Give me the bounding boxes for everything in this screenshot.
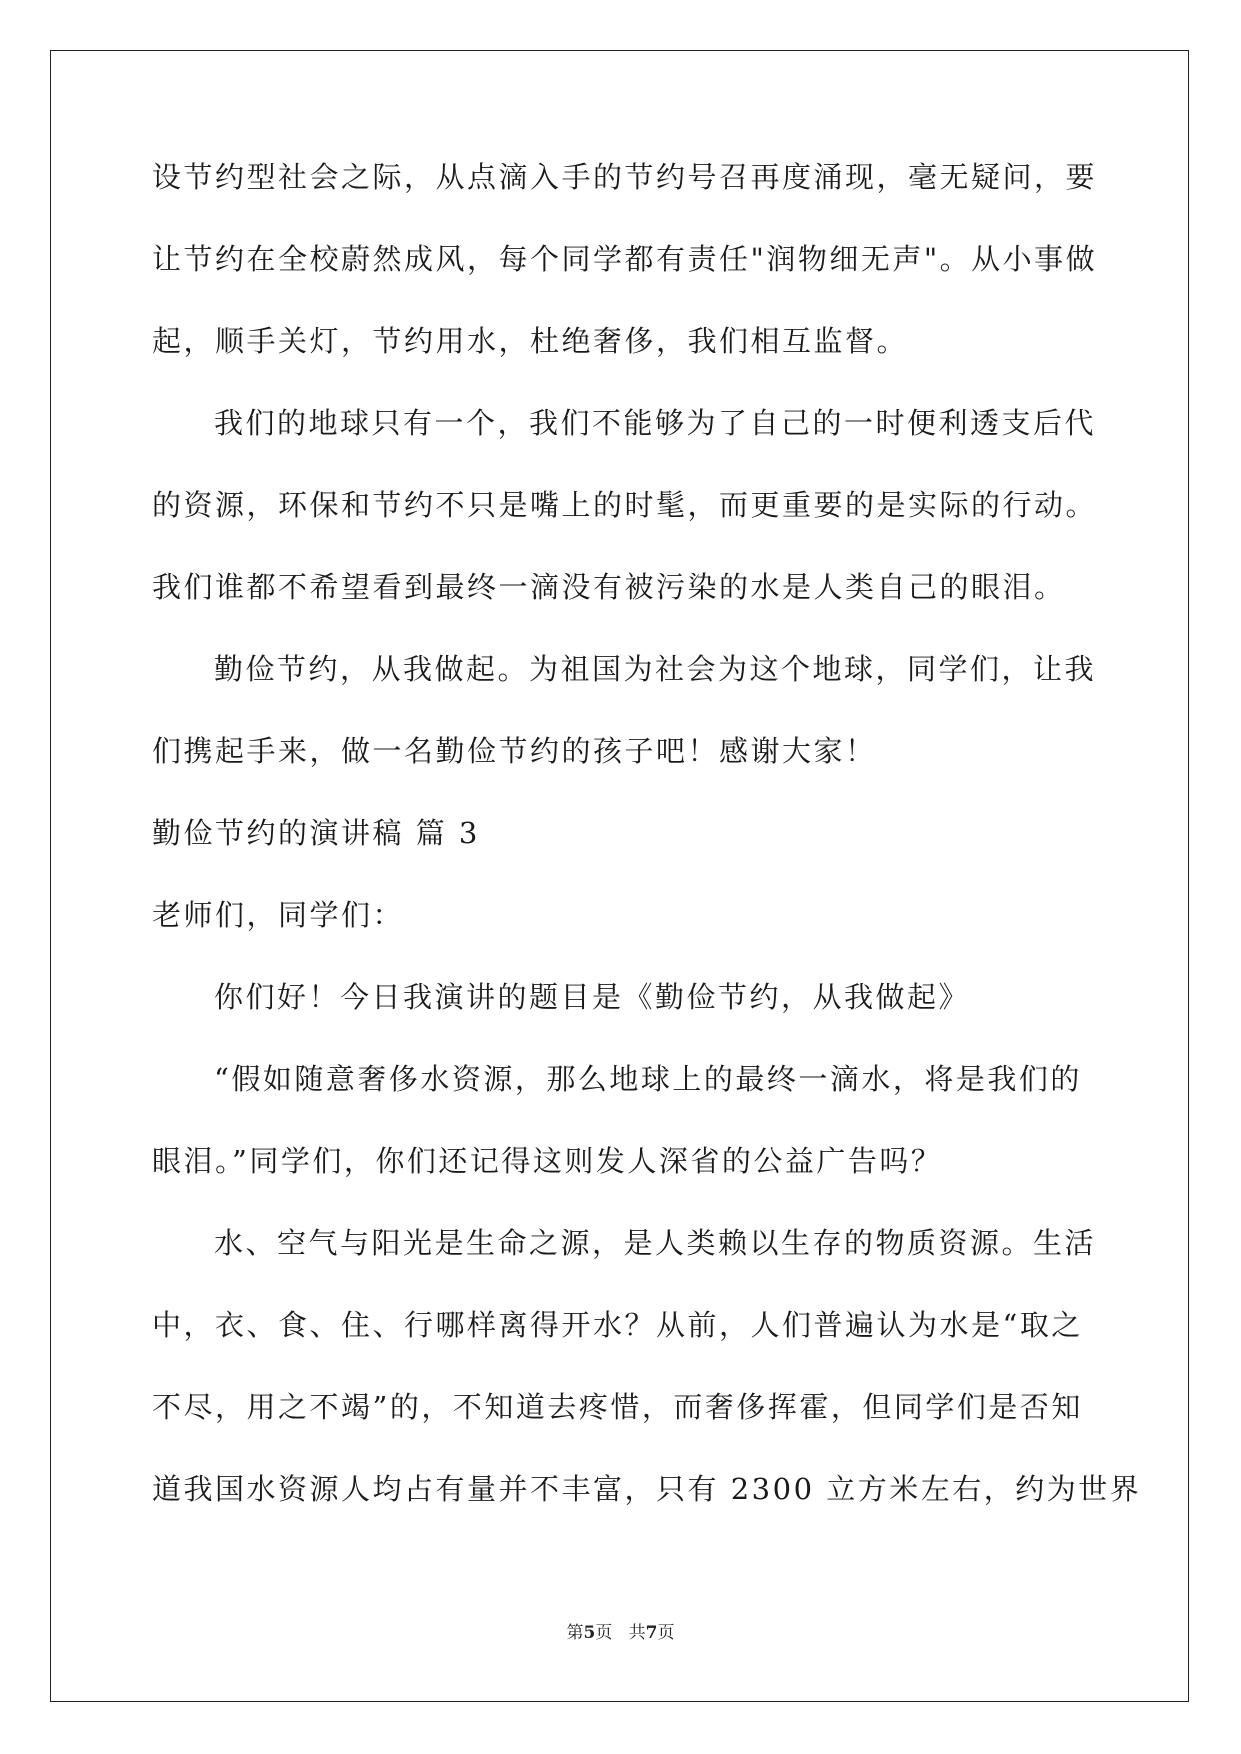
paragraph-line: 我们谁都不希望看到最终一滴没有被污染的水是人类自己的眼泪。	[152, 570, 1066, 604]
paragraph-line: 的资源，环保和节约不只是嘴上的时髦，而更重要的是实际的行动。	[152, 488, 1098, 522]
paragraph-line: 勤俭节约，从我做起。为祖国为社会为这个地球，同学们，让我	[214, 652, 1097, 686]
paragraph-line: “假如随意奢侈水资源，那么地球上的最终一滴水，将是我们的	[214, 1062, 1082, 1096]
page-number-prefix: 第	[566, 1623, 584, 1643]
page-footer	[0, 1623, 1241, 1643]
paragraph-line: 让节约在全校蔚然成风，每个同学都有责任"润物细无声"。从小事做	[152, 242, 1098, 276]
page-number-middle: 页 共	[595, 1623, 646, 1643]
paragraph-line: 道我国水资源人均占有量并不丰富，只有 2300 立方米左右，约为世界	[152, 1472, 1142, 1506]
paragraph-line: 起，顺手关灯，节约用水，杜绝奢侈，我们相互监督。	[152, 324, 909, 358]
document-body	[152, 160, 1142, 1554]
total-page-number: 7	[645, 1623, 658, 1643]
paragraph-line: 水、空气与阳光是生命之源，是人类赖以生存的物质资源。生活	[214, 1226, 1097, 1260]
paragraph-line: 你们好！今日我演讲的题目是《勤俭节约，从我做起》	[214, 980, 971, 1014]
page-number-suffix: 页	[657, 1623, 675, 1643]
current-page-number: 5	[583, 1623, 596, 1643]
salutation: 老师们，同学们：	[152, 898, 405, 932]
paragraph-line: 我们的地球只有一个，我们不能够为了自己的一时便利透支后代	[214, 406, 1097, 440]
paragraph-line: 眼泪。”同学们，你们还记得这则发人深省的公益广告吗？	[152, 1144, 943, 1178]
paragraph-line: 设节约型社会之际，从点滴入手的节约号召再度涌现，毫无疑问，要	[152, 160, 1098, 194]
section-heading: 勤俭节约的演讲稿 篇 3	[152, 816, 480, 850]
paragraph-line: 们携起手来，做一名勤俭节约的孩子吧！感谢大家！	[152, 734, 877, 768]
paragraph-line: 中，衣、食、住、行哪样离得开水？从前，人们普遍认为水是“取之	[152, 1308, 1083, 1342]
paragraph-line: 不尽，用之不竭”的，不知道去疼惜，而奢侈挥霍，但同学们是否知	[152, 1390, 1083, 1424]
